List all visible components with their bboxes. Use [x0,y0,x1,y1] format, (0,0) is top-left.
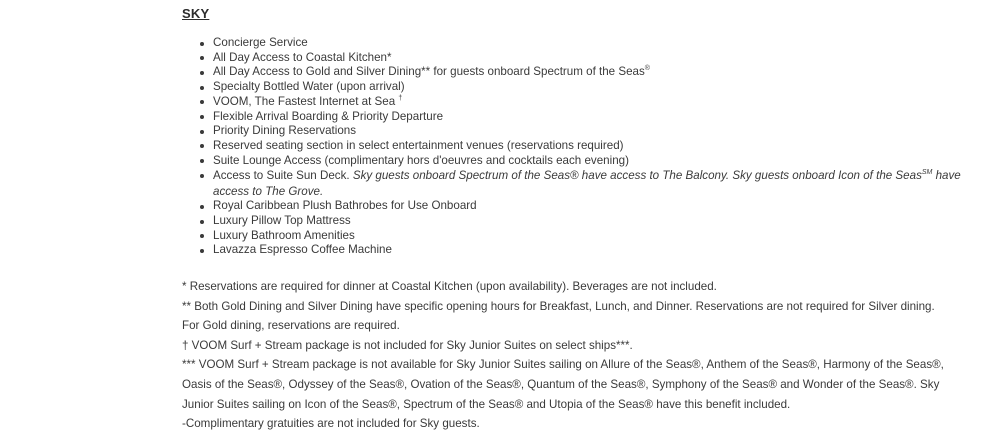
feature-text: All Day Access to Gold and Silver Dining** for guests onboard Spectrum of the Seas [213,65,645,79]
list-item [213,154,973,169]
list-item [213,199,973,214]
feature-text: Royal Caribbean Plush Bathrobes for Use Onboard [213,199,477,213]
footnote-gold-silver: ** Both Gold Dining and Silver Dining have specific opening hours for Breakfast, Lunch, and Dinner. Reservations are not required for Silver dining. For Gold dining, reservations are required. [182,299,935,333]
list-item [213,80,973,95]
feature-note-italic: Sky guests onboard Spectrum of the Seas® have access to The Balcony. Sky guests onboard Icon of the Seas [352,169,922,183]
feature-note-italic-tail: have access to The Grove. [213,169,961,198]
list-item [213,51,973,66]
feature-text: Priority Dining Reservations [213,124,357,138]
registered-mark: ® [644,65,650,73]
feature-text: Specialty Bottled Water (upon arrival) [213,80,405,94]
feature-list [182,36,973,258]
footnote-gratuities: -Complimentary gratuities are not included for Sky guests. [182,417,480,431]
list-item [213,229,973,244]
feature-text: Concierge Service [213,36,308,49]
list-item [213,110,973,125]
feature-text: Suite Lounge Access (complimentary hors d'oeuvres and cocktails each evening) [213,153,629,167]
feature-text: Flexible Arrival Boarding & Priority Departure [213,109,444,123]
feature-text: Reserved seating section in select entertainment venues (reservations required) [213,138,624,152]
feature-text: Lavazza Espresso Coffee Machine [213,243,392,257]
list-item [213,168,973,199]
feature-text: All Day Access to Coastal Kitchen* [213,50,392,64]
footnote-voom-ships: *** VOOM Surf + Stream package is not available for Sky Junior Suites sailing on Allure of the Seas®, Anthem of the Seas®, Harmony of the Seas®, Oasis of the Seas®, Odyssey of the Seas®, Ovation of the Seas®, Quantum of the Seas®, Symphony of the Seas® and Wonder of the Seas®. Sky Junior Suites sailing on Icon of the Seas®, Spectrum of the Seas® and Utopia of the Seas® have this benefit included. [182,358,944,411]
footnotes [182,277,947,434]
list-item [213,214,973,229]
list-item [213,36,973,51]
feature-text: Luxury Bathroom Amenities [213,228,355,242]
section-heading: SKY [182,6,210,21]
list-item [213,243,973,258]
list-item [213,124,973,139]
list-item [213,95,973,110]
feature-text: Luxury Pillow Top Mattress [213,214,351,228]
feature-text: Access to Suite Sun Deck. [213,169,353,183]
feature-text: VOOM, The Fastest Internet at Sea [213,94,399,108]
footnote-voom: † VOOM Surf + Stream package is not included for Sky Junior Suites on select ships***. [182,338,633,352]
footnote-dining: * Reservations are required for dinner at Coastal Kitchen (upon availability). Beverages are not included. [182,280,717,293]
service-mark: SM [921,169,933,177]
list-item [213,65,973,80]
dagger-mark: † [398,94,403,102]
list-item [213,139,973,154]
